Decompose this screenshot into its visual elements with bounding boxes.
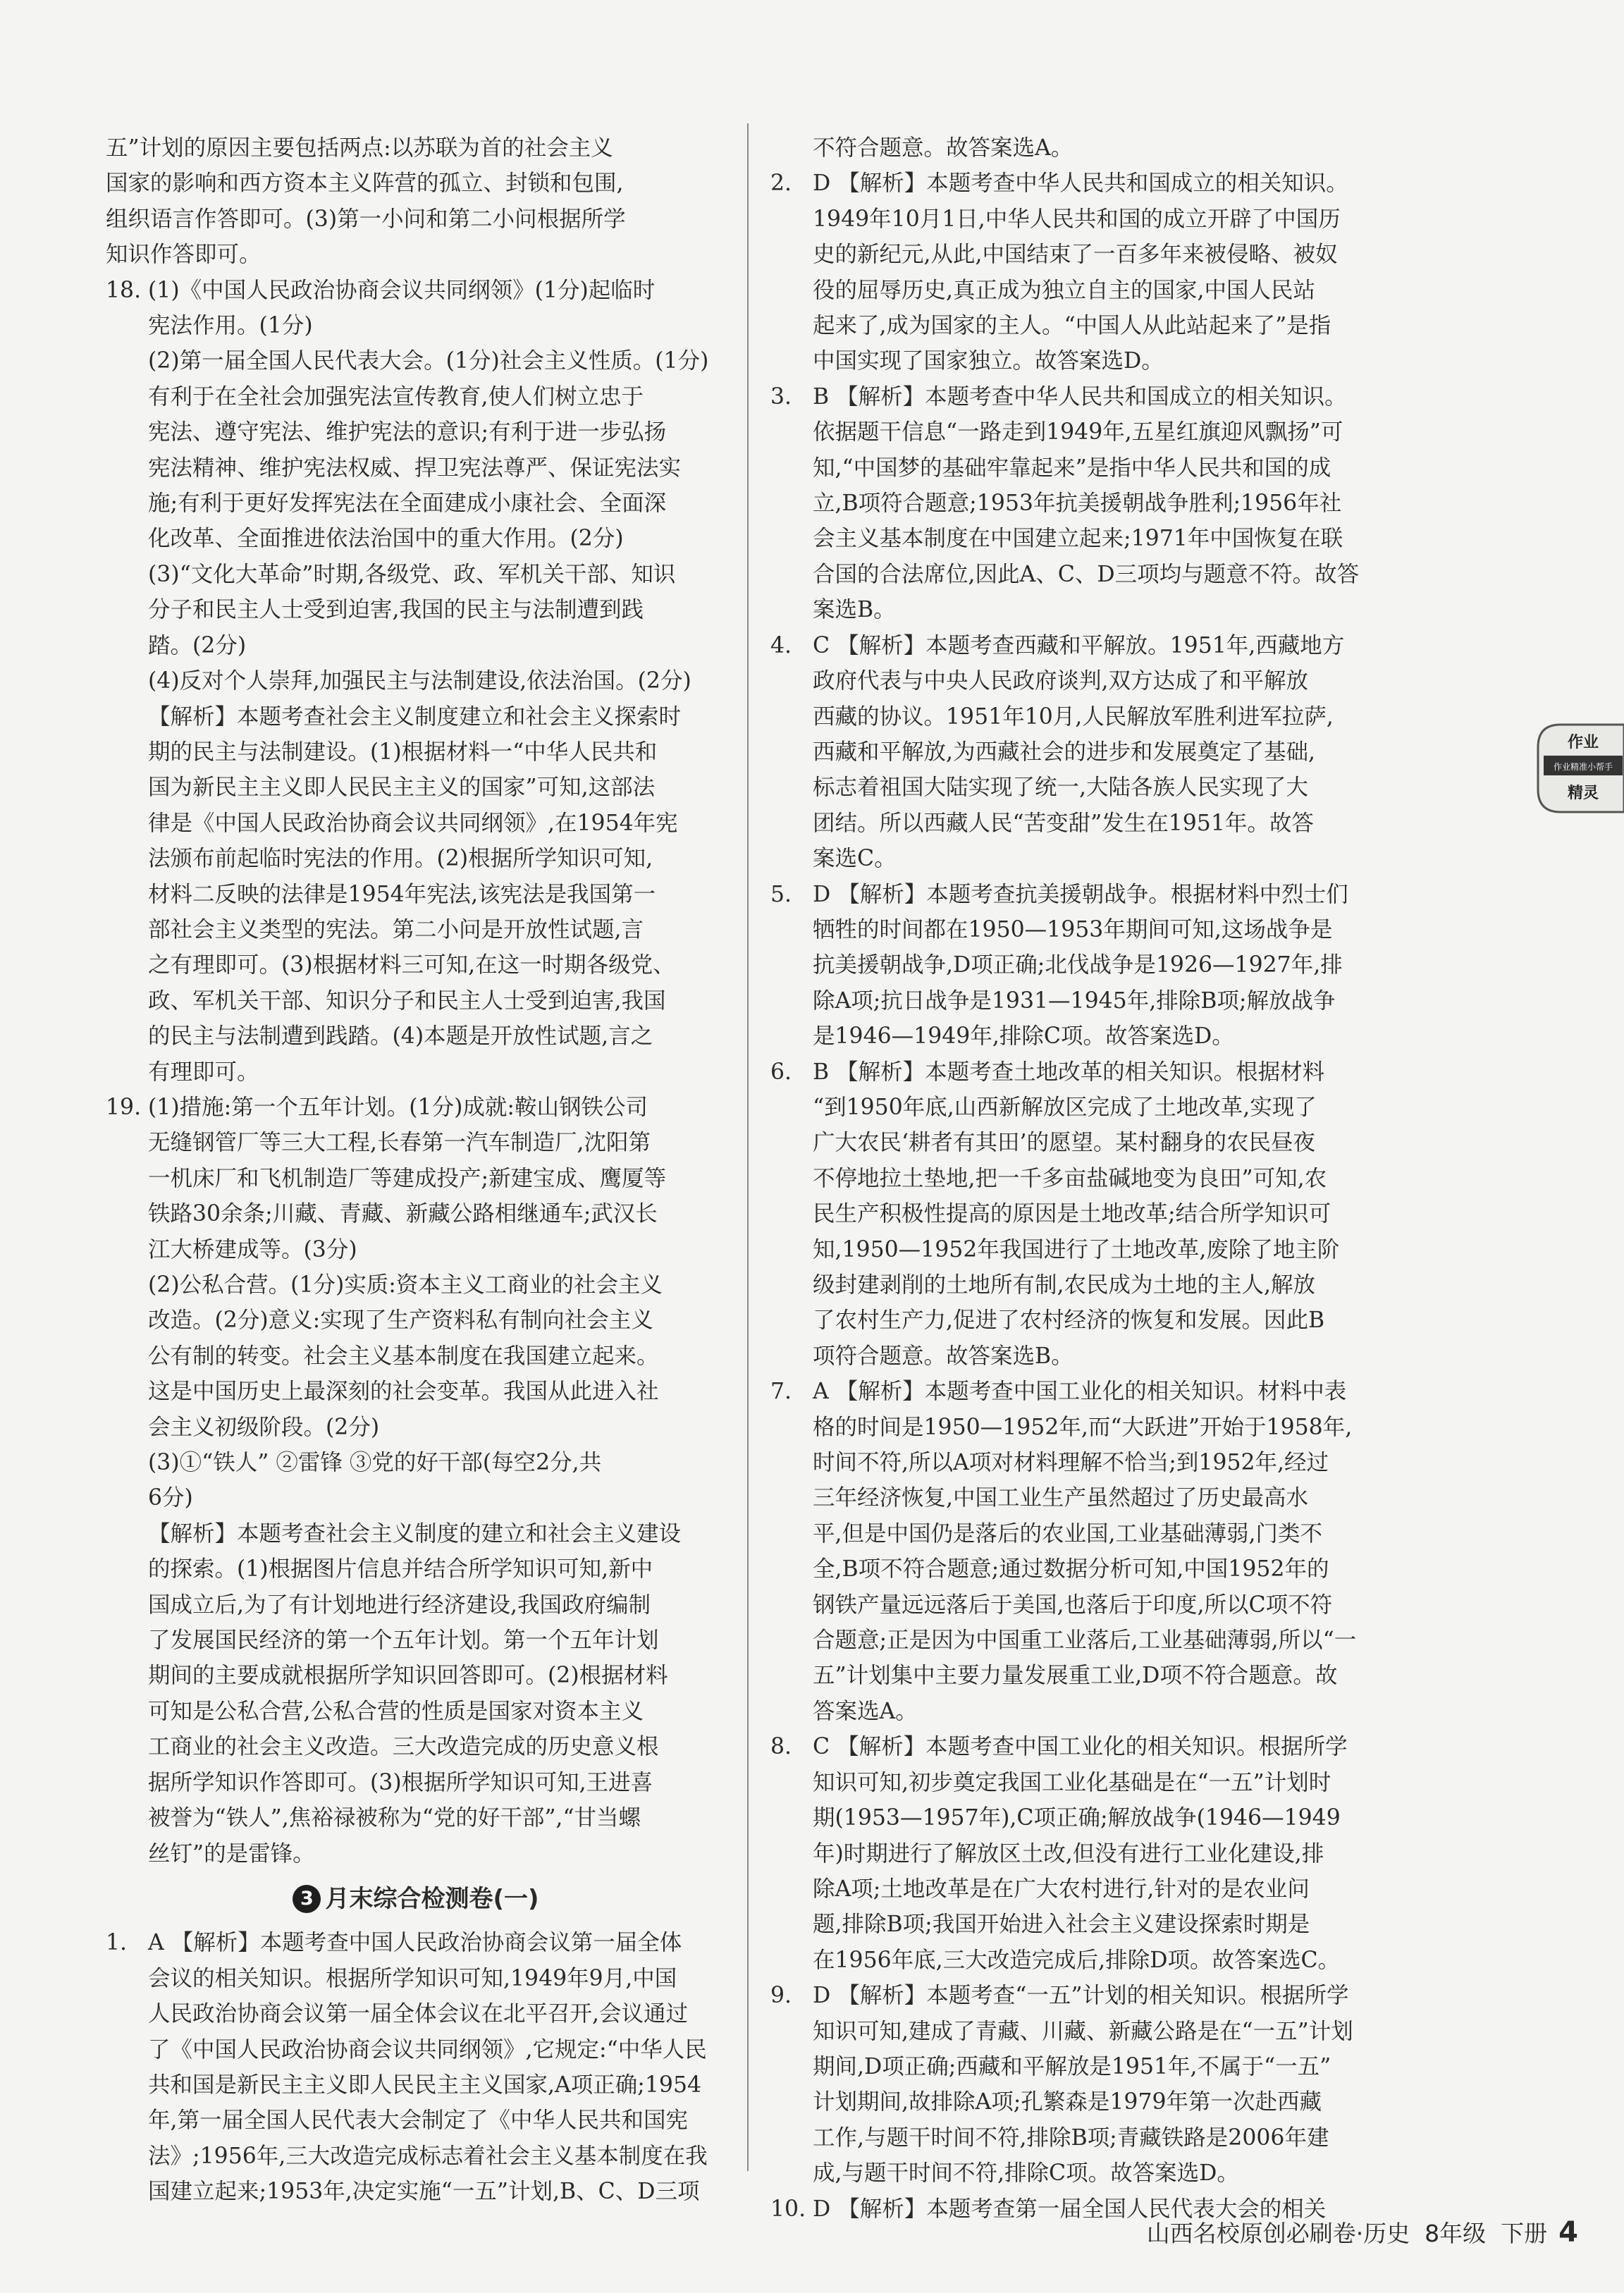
text-line: 宪法作用。(1分) <box>148 313 313 339</box>
text-line: 踏。(2分) <box>148 632 247 658</box>
text-line: 中国实现了国家独立。故答案选D。 <box>813 348 1164 374</box>
answer-item <box>770 628 1437 877</box>
text-line: 知,“中国梦的基础牢靠起来”是指中华人民共和国的成 <box>813 455 1331 481</box>
text-line: A 【解析】本题考查中国人民政治协商会议第一届全体 <box>148 1930 682 1956</box>
text-line: (3)“文化大革命”时期,各级党、政、军机关干部、知识 <box>148 561 676 587</box>
text-line: 题,排除B项;我国开始进入社会主义建设探索时期是 <box>813 1912 1310 1938</box>
text-line: 年)时期进行了解放区土改,但没有进行工业化建设,排 <box>813 1840 1324 1867</box>
text-line: 除A项;土地改革是在广大农村进行,针对的是农业问 <box>813 1876 1310 1902</box>
text-line: 1949年10月1日,中华人民共和国的成立开辟了中国历 <box>813 206 1341 232</box>
answer-18 <box>106 273 726 1090</box>
text-line: 西藏和平解放,为西藏社会的进步和发展奠定了基础, <box>813 739 1316 765</box>
text-line: 工作,与题干时间不符,排除B项;青藏铁路是2006年建 <box>813 2125 1329 2151</box>
text-line: 人民政治协商会议第一届全体会议在北平召开,会议通过 <box>148 2001 689 2027</box>
text-line: A 【解析】本题考查中国工业化的相关知识。材料中表 <box>813 1379 1347 1405</box>
page-number: 4 <box>1558 2216 1578 2249</box>
answer-item <box>770 877 1437 1055</box>
text-line: 期(1953—1957年),C项正确;解放战争(1946—1949 <box>813 1805 1341 1831</box>
item-number: 9. <box>770 1983 792 2009</box>
item-number: 4. <box>770 632 792 658</box>
column-divider <box>747 123 749 2171</box>
answer-item <box>770 1729 1437 1978</box>
text-line: 依据题干信息“一路走到1949年,五星红旗迎风飘扬”可 <box>813 419 1343 445</box>
text-line: 国为新民主主义即人民民主主义的国家”可知,这部法 <box>148 775 656 801</box>
text-line: 改造。(2分)意义:实现了生产资料私有制向社会主义 <box>148 1308 653 1334</box>
text-line: 据所学知识作答即可。(3)根据所学知识可知,王进喜 <box>148 1769 653 1795</box>
text-line: 宪法、遵守宪法、维护宪法的意识;有利于进一步弘扬 <box>148 419 667 445</box>
item-number: 8. <box>770 1734 792 1760</box>
text-line: 的探索。(1)根据图片信息并结合所学知识可知,新中 <box>148 1556 653 1582</box>
text-line: 了发展国民经济的第一个五年计划。第一个五年计划 <box>148 1628 659 1654</box>
text-line: 宪法精神、维护宪法权威、捍卫宪法尊严、保证宪法实 <box>148 455 682 481</box>
text-line: 项符合题意。故答案选B。 <box>813 1343 1074 1369</box>
item-number: 18. <box>106 277 142 303</box>
text-line: 期间,D项正确;西藏和平解放是1951年,不属于“一五” <box>813 2053 1331 2079</box>
text-line: 平,但是中国仍是落后的农业国,工业基础薄弱,门类不 <box>813 1520 1323 1547</box>
text-line: 施;有利于更好发挥宪法在全面建成小康社会、全面深 <box>148 491 667 517</box>
volume-label: 下册 <box>1501 2220 1548 2247</box>
text-line: 合国的合法席位,因此A、C、D三项均与题意不符。故答 <box>813 561 1360 587</box>
text-line: D 【解析】本题考查“一五”计划的相关知识。根据所学 <box>813 1983 1349 2009</box>
text-line: 成,与题干时间不符,排除C项。故答案选D。 <box>813 2160 1239 2187</box>
answer-list <box>770 166 1437 2227</box>
text-line: 公有制的转变。社会主义基本制度在我国建立起来。 <box>148 1343 659 1369</box>
text-line: 国成立后,为了有计划地进行经济建设,我国政府编制 <box>148 1592 651 1618</box>
section-number-badge: 3 <box>293 1885 321 1913</box>
text-line: D 【解析】本题考查抗美援朝战争。根据材料中烈士们 <box>813 881 1348 907</box>
text-line: 牺牲的时间都在1950—1953年期间可知,这场战争是 <box>813 916 1333 942</box>
text-line: 这是中国历史上最深刻的社会变革。我国从此进入社 <box>148 1379 659 1405</box>
item-number: 3. <box>770 383 792 410</box>
text-line: 役的屈辱历史,真正成为独立自主的国家,中国人民站 <box>813 277 1316 303</box>
text-line: 了农村生产力,促进了农村经济的恢复和发展。因此B <box>813 1308 1325 1334</box>
text-line: B 【解析】本题考查土地改革的相关知识。根据材料 <box>813 1059 1325 1085</box>
text-line: 全,B项不符合题意;通过数据分析可知,中国1952年的 <box>813 1556 1329 1582</box>
section-heading <box>106 1881 726 1917</box>
text-line: (2)公私合营。(1分)实质:资本主义工商业的社会主义 <box>148 1272 663 1298</box>
text-line: (4)反对个人崇拜,加强民主与法制建设,依法治国。(2分) <box>148 668 691 694</box>
side-tab-middle: 作业精准小帮手 <box>1553 762 1613 772</box>
text-line: 有理即可。 <box>148 1059 259 1085</box>
text-line: 律是《中国人民政治协商会议共同纲领》,在1954年宪 <box>148 810 678 836</box>
text-line: 起来了,成为国家的主人。“中国人从此站起来了”是指 <box>813 313 1331 339</box>
text-line: D 【解析】本题考查中华人民共和国成立的相关知识。 <box>813 171 1348 197</box>
text-line: 可知是公私合营,公私合营的性质是国家对资本主义 <box>148 1698 644 1724</box>
text-line: 分子和民主人士受到迫害,我国的民主与法制遭到践 <box>148 597 644 623</box>
text-line: (2)第一届全国人民代表大会。(1分)社会主义性质。(1分) <box>148 348 709 374</box>
text-line: 案选C。 <box>813 846 897 872</box>
text-line: 政、军机关干部、知识分子和民主人士受到迫害,我国 <box>148 988 666 1014</box>
text-line: 时间不符,所以A项对材料理解不恰当;到1952年,经过 <box>813 1450 1329 1476</box>
text-line: 在1956年底,三大改造完成后,排除D项。故答案选C。 <box>813 1947 1341 1973</box>
item-number: 6. <box>770 1059 792 1085</box>
answer-item <box>770 1374 1437 1729</box>
text-line: 之有理即可。(3)根据材料三可知,在这一时期各级党、 <box>148 952 675 978</box>
answer-item <box>770 379 1437 628</box>
text-line: 年,第一届全国人民代表大会制定了《中华人民共和国宪 <box>148 2108 689 2134</box>
text-line: 是1946—1949年,排除C项。故答案选D。 <box>813 1023 1234 1050</box>
text-line: 格的时间是1950—1952年,而“大跃进”开始于1958年, <box>813 1414 1353 1440</box>
item-number: 2. <box>770 171 792 197</box>
item-number: 7. <box>770 1379 792 1405</box>
text-line: 案选B。 <box>813 597 896 623</box>
item-number: 19. <box>106 1094 142 1120</box>
text-line: C 【解析】本题考查中国工业化的相关知识。根据所学 <box>813 1734 1348 1760</box>
text-line: 史的新纪元,从此,中国结束了一百多年来被侵略、被奴 <box>813 242 1338 268</box>
text-line: 【解析】本题考查社会主义制度的建立和社会主义建设 <box>148 1520 682 1547</box>
right-column <box>770 130 1437 2227</box>
text-line: 知识作答即可。 <box>106 242 262 268</box>
text-line: 三年经济恢复,中国工业生产虽然超过了历史最高水 <box>813 1485 1309 1511</box>
text-line: D 【解析】本题考查第一届全国人民代表大会的相关 <box>813 2196 1327 2222</box>
answer-19 <box>106 1090 726 1871</box>
text-line: 立,B项符合题意;1953年抗美援朝战争胜利;1956年社 <box>813 491 1342 517</box>
text-line: 计划期间,故排除A项;孔繁森是1979年第一次赴西藏 <box>813 2089 1322 2115</box>
text-line: 会议的相关知识。根据所学知识可知,1949年9月,中国 <box>148 1965 677 1991</box>
section-title: 月末综合检测卷(一) <box>325 1884 539 1913</box>
text-line: 国家的影响和西方资本主义阵营的孤立、封锁和包围, <box>106 171 624 197</box>
text-line: 无缝钢管厂等三大工程,长春第一汽车制造厂,沈阳第 <box>148 1130 651 1156</box>
text-line: C 【解析】本题考查西藏和平解放。1951年,西藏地方 <box>813 632 1345 658</box>
text-line: 被誉为“铁人”,焦裕禄被称为“党的好干部”,“甘当螺 <box>148 1805 641 1831</box>
text-line: 知识可知,建成了青藏、川藏、新藏公路是在“一五”计划 <box>813 2018 1353 2044</box>
text-line: “到1950年底,山西新解放区完成了土地改革,实现了 <box>813 1094 1317 1120</box>
text-line: 知,1950—1952年我国进行了土地改革,废除了地主阶 <box>813 1236 1340 1262</box>
text-line: 会主义初级阶段。(2分) <box>148 1414 380 1440</box>
side-tab-bottom: 精灵 <box>1567 785 1599 802</box>
text-line: 政府代表与中央人民政府谈判,双方达成了和平解放 <box>813 668 1309 694</box>
text-line: 6分) <box>148 1485 193 1511</box>
text-line: 期的民主与法制建设。(1)根据材料一“中华人民共和 <box>148 739 658 765</box>
text-line: 法》;1956年,三大改造完成标志着社会主义基本制度在我 <box>148 2143 708 2169</box>
left-column <box>106 130 726 2210</box>
text-line: 的民主与法制遭到践踏。(4)本题是开放性试题,言之 <box>148 1023 653 1050</box>
text-line: 级封建剥削的土地所有制,农民成为土地的主人,解放 <box>813 1272 1316 1298</box>
text-line: 西藏的协议。1951年10月,人民解放军胜利进军拉萨, <box>813 703 1334 730</box>
side-tab-badge <box>1532 719 1624 818</box>
grade-label: 8年级 <box>1425 2220 1487 2247</box>
text-line: 组织语言作答即可。(3)第一小问和第二小问根据所学 <box>106 206 626 232</box>
text-line: 丝钉”的是雷锋。 <box>148 1840 315 1867</box>
text-line: 共和国是新民主主义即人民民主主义国家,A项正确;1954 <box>148 2072 702 2098</box>
text-line: 知识可知,初步奠定我国工业化基础是在“一五”计划时 <box>813 1769 1331 1795</box>
text-line: 铁路30余条;川藏、青藏、新藏公路相继通车;武汉长 <box>148 1201 658 1227</box>
answer-item <box>770 1978 1437 2191</box>
side-tab-top: 作业 <box>1567 734 1599 751</box>
text-line: 广大农民‘耕者有其田’的愿望。某村翻身的农民昼夜 <box>813 1130 1316 1156</box>
text-line: 标志着祖国大陆实现了统一,大陆各族人民实现了大 <box>813 775 1309 801</box>
text-line: 化改革、全面推进依法治国中的重大作用。(2分) <box>148 526 624 552</box>
text-line: 材料二反映的法律是1954年宪法,该宪法是我国第一 <box>148 881 656 907</box>
text-line: 【解析】本题考查社会主义制度建立和社会主义探索时 <box>148 703 682 730</box>
text-line: 团结。所以西藏人民“苦变甜”发生在1951年。故答 <box>813 810 1314 836</box>
text-line: 一机床厂和飞机制造厂等建成投产;新建宝成、鹰厦等 <box>148 1165 667 1191</box>
text-line: 不停地拉土垫地,把一千多亩盐碱地变为良田”可知,农 <box>813 1165 1327 1191</box>
text-line: 不符合题意。故答案选A。 <box>813 135 1074 161</box>
book-title: 山西名校原创必刷卷·历史 <box>1146 2220 1410 2247</box>
text-line: 钢铁产量远远落后于美国,也落后于印度,所以C项不符 <box>813 1592 1333 1618</box>
text-line: 国建立起来;1953年,决定实施“一五”计划,B、C、D三项 <box>148 2179 700 2205</box>
answer-item <box>770 166 1437 379</box>
text-line: 答案选A。 <box>813 1698 918 1724</box>
text-line: (3)①“铁人” ②雷锋 ③党的好干部(每空2分,共 <box>148 1450 602 1476</box>
text-line: 工商业的社会主义改造。三大改造完成的历史意义根 <box>148 1734 659 1760</box>
item-number: 10. <box>770 2196 806 2222</box>
text-line: (1)《中国人民政治协商会议共同纲领》(1分)起临时 <box>148 277 656 303</box>
page-footer <box>1147 2215 1578 2249</box>
text-line: B 【解析】本题考查中华人民共和国成立的相关知识。 <box>813 383 1347 410</box>
text-line: 部社会主义类型的宪法。第二小问是开放性试题,言 <box>148 916 644 942</box>
answer-item <box>770 1055 1437 1375</box>
text-line: 五”计划的原因主要包括两点:以苏联为首的社会主义 <box>106 135 613 161</box>
text-line: 会主义基本制度在中国建立起来;1971年中国恢复在联 <box>813 526 1343 552</box>
text-line: 除A项;抗日战争是1931—1945年,排除B项;解放战争 <box>813 988 1336 1014</box>
item-number: 1. <box>106 1930 128 1956</box>
text-line: 江大桥建成等。(3分) <box>148 1236 357 1262</box>
text-line: 合题意;正是因为中国重工业落后,工业基础薄弱,所以“一 <box>813 1628 1357 1654</box>
text-line: 法颁布前起临时宪法的作用。(2)根据所学知识可知, <box>148 846 653 872</box>
text-line: 了《中国人民政治协商会议共同纲领》,它规定:“中华人民 <box>148 2036 707 2063</box>
answer-1 <box>106 1925 726 2209</box>
text-line: 五”计划集中主要力量发展重工业,D项不符合题意。故 <box>813 1663 1338 1689</box>
text-line: 期间的主要成就根据所学知识回答即可。(2)根据材料 <box>148 1663 668 1689</box>
text-line: 抗美援朝战争,D项正确;北伐战争是1926—1927年,排 <box>813 952 1343 978</box>
item-number: 5. <box>770 881 792 907</box>
text-line: 有利于在全社会加强宪法宣传教育,使人们树立忠于 <box>148 383 644 410</box>
text-line: 民生产积极性提高的原因是土地改革;结合所学知识可 <box>813 1201 1331 1227</box>
text-line: (1)措施:第一个五年计划。(1分)成就:鞍山钢铁公司 <box>148 1094 648 1120</box>
